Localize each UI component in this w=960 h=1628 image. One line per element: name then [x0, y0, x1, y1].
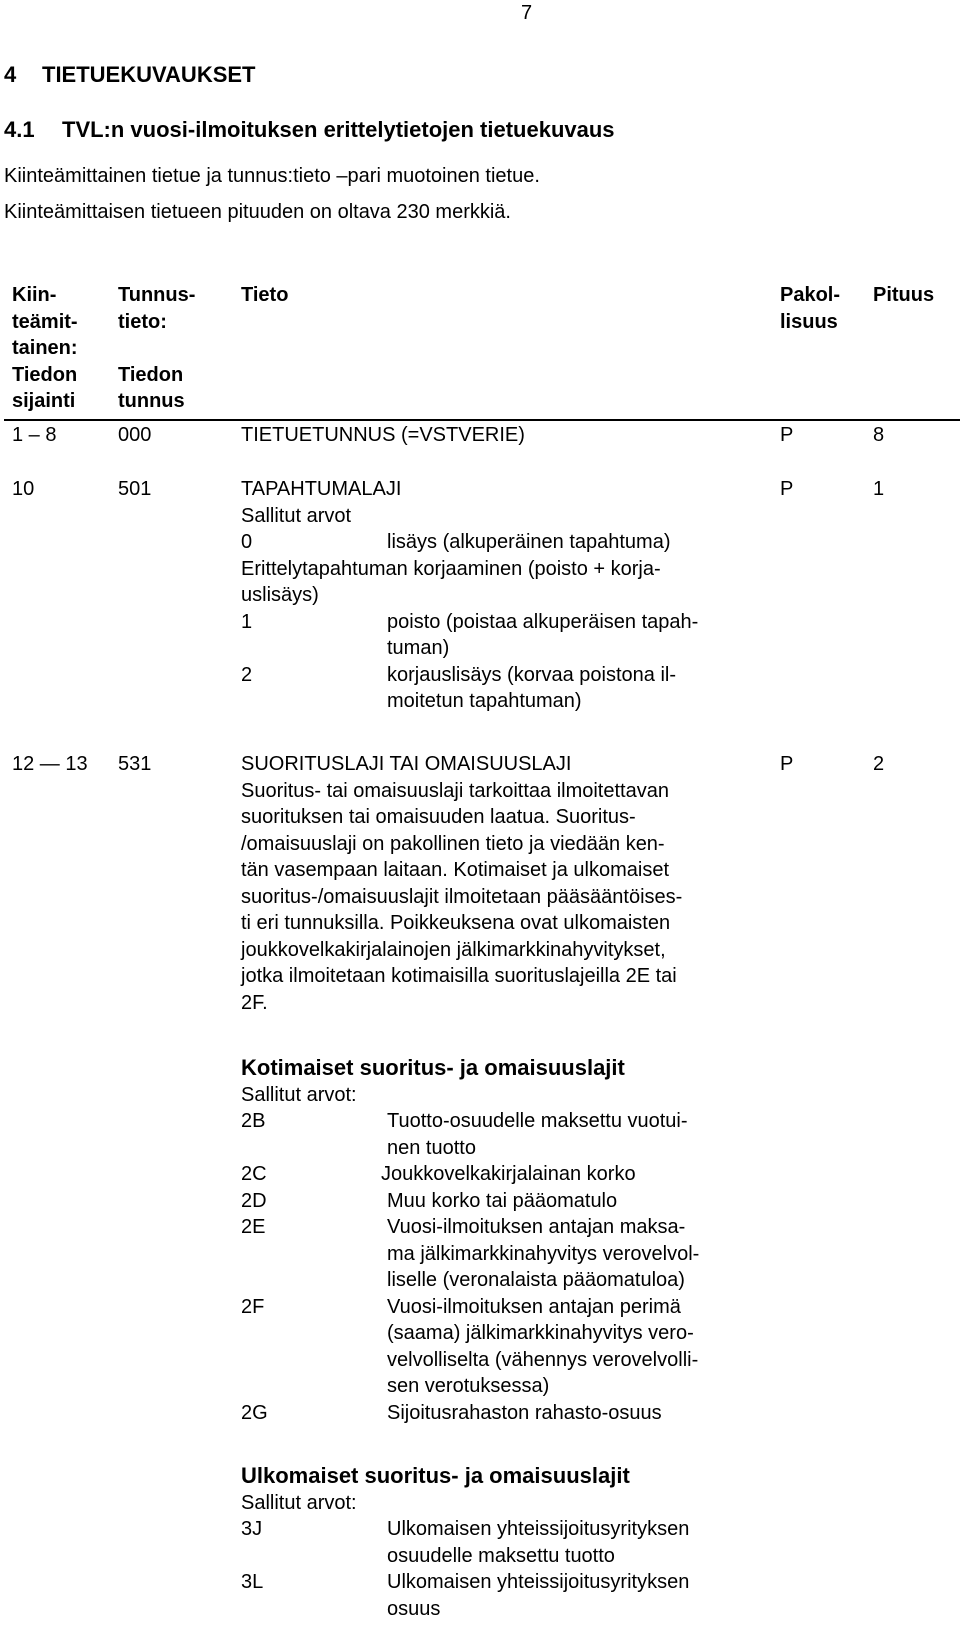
- header-text: Tiedon: [12, 363, 78, 386]
- value-desc: tuman): [387, 637, 450, 659]
- description-line: Suoritus- tai omaisuuslaji tarkoittaa ilmoitettavan: [241, 779, 669, 802]
- description-line: tän vasempaan laitaan. Kotimaiset ja ulkomaiset: [241, 859, 670, 881]
- row-length: 1: [873, 478, 885, 500]
- header-text: teämit-: [12, 310, 78, 333]
- value-desc: korjauslisäys (korvaa poistona il-: [387, 663, 677, 686]
- row-title: SUORITUSLAJI TAI OMAISUUSLAJI: [241, 753, 572, 775]
- row-code: 000: [118, 424, 152, 446]
- row-position: 1 – 8: [12, 424, 57, 446]
- value-desc: liselle (veronalaista pääomatuloa): [387, 1269, 685, 1291]
- allowed-values-label: Sallitut arvot:: [241, 1491, 357, 1514]
- value-item: [241, 1161, 761, 1188]
- section-title: Ulkomaiset suoritus- ja omaisuuslajit: [241, 1463, 630, 1488]
- value-desc: (saama) jälkimarkkinahyvitys vero-: [387, 1322, 694, 1344]
- foreign-section: [241, 1463, 761, 1622]
- value-item: [241, 1400, 761, 1427]
- value-desc: Muu korko tai pääomatulo: [387, 1189, 618, 1212]
- description-line: joukkovelkakirjalainojen jälkimarkkinahyvitykset,: [241, 938, 666, 961]
- header-text: lisuus: [780, 310, 838, 333]
- value-item: [241, 1214, 761, 1294]
- value-item: [241, 1569, 761, 1622]
- header-text: Tiedon: [118, 363, 184, 386]
- heading-2: [4, 117, 615, 144]
- value-code: 2B: [241, 1110, 266, 1132]
- header-text: sijainti: [12, 390, 76, 412]
- row-mandatory: P: [780, 424, 794, 446]
- value-desc: osuus: [387, 1597, 441, 1620]
- value-desc: lisäys (alkuperäinen tapahtuma): [387, 531, 671, 553]
- value-code: 2C: [241, 1163, 267, 1185]
- row-details: [241, 476, 761, 715]
- header-length: Pituus: [873, 284, 935, 306]
- value-desc: ma jälkimarkkinahyvitys verovelvol-: [387, 1242, 700, 1265]
- value-code: 0: [241, 531, 253, 553]
- note-line: uslisäys): [241, 584, 319, 606]
- heading-1: [4, 62, 256, 89]
- row-code: 531: [118, 753, 152, 775]
- row-code: 501: [118, 478, 152, 500]
- header-text: tainen:: [12, 337, 78, 359]
- header-text: Pakol-: [780, 284, 841, 306]
- row-details: [241, 751, 761, 1016]
- heading-1-number: 4: [4, 62, 17, 87]
- header-field: Tieto: [241, 284, 289, 306]
- value-desc: Joukkovelkakirjalainan korko: [381, 1163, 636, 1185]
- value-desc: poisto (poistaa alkuperäisen tapah-: [387, 610, 699, 633]
- value-code: 2E: [241, 1216, 266, 1238]
- value-item: [241, 1188, 761, 1215]
- heading-2-text: TVL:n vuosi-ilmoituksen erittelytietojen tietuekuvaus: [62, 117, 615, 142]
- header-position: [12, 282, 78, 415]
- value-desc: Vuosi-ilmoituksen antajan perimä: [387, 1295, 681, 1318]
- value-desc: Ulkomaisen yhteissijoitusyrityksen: [387, 1571, 690, 1593]
- header-text: Tunnus-: [118, 284, 196, 306]
- intro-line: Kiinteämittainen tietue ja tunnus:tieto –pari muotoinen tietue.: [4, 165, 540, 187]
- description-line: ti eri tunnuksilla. Poikkeuksena ovat ulkomaisten: [241, 912, 671, 934]
- row-length: 8: [873, 424, 885, 446]
- header-text: tieto:: [118, 310, 167, 333]
- row-position: 12 — 13: [12, 753, 88, 775]
- value-item: [241, 1294, 761, 1400]
- page-number: 7: [521, 2, 533, 24]
- value-desc: moitetun tapahtuman): [387, 690, 582, 712]
- row-title: TIETUETUNNUS (=VSTVERIE): [241, 424, 525, 446]
- value-desc: Sijoitusrahaston rahasto-osuus: [387, 1401, 662, 1424]
- value-code: 3L: [241, 1571, 264, 1593]
- value-item: [241, 529, 761, 556]
- heading-1-text: TIETUEKUVAUKSET: [42, 62, 256, 87]
- allowed-values-label: Sallitut arvot: [241, 504, 352, 527]
- header-code: [118, 282, 195, 415]
- header-divider: [4, 419, 960, 421]
- value-desc: nen tuotto: [387, 1136, 476, 1159]
- note-line: Erittelytapahtuman korjaaminen (poisto + korja-: [241, 557, 661, 580]
- header-mandatory: [780, 282, 840, 335]
- value-code: 2F: [241, 1295, 265, 1318]
- value-desc: sen verotuksessa): [387, 1375, 550, 1397]
- section-title: Kotimaiset suoritus- ja omaisuuslajit: [241, 1055, 625, 1080]
- domestic-section: [241, 1055, 761, 1426]
- header-text: tunnus: [118, 390, 185, 412]
- row-title: TAPAHTUMALAJI: [241, 478, 402, 500]
- description-line: /omaisuuslaji on pakollinen tieto ja viedään ken-: [241, 832, 665, 855]
- value-item: [241, 662, 761, 715]
- value-desc: Vuosi-ilmoituksen antajan maksa-: [387, 1216, 686, 1238]
- header-spacer: [118, 335, 195, 362]
- value-desc: osuudelle maksettu tuotto: [387, 1544, 615, 1567]
- value-item: [241, 1516, 761, 1569]
- description-line: 2F.: [241, 991, 268, 1014]
- value-desc: Ulkomaisen yhteissijoitusyrityksen: [387, 1518, 690, 1540]
- header-text: Kiin-: [12, 284, 57, 306]
- value-code: 1: [241, 610, 253, 633]
- value-code: 3J: [241, 1518, 263, 1540]
- value-item: [241, 609, 761, 662]
- row-length: 2: [873, 753, 885, 775]
- description-line: suorituksen tai omaisuuden laatua. Suoritus-: [241, 806, 636, 828]
- description-line: suoritus-/omaisuuslajit ilmoitetaan pääsääntöises-: [241, 885, 683, 908]
- value-desc: Tuotto-osuudelle maksettu vuotui-: [387, 1110, 688, 1132]
- row-position: 10: [12, 478, 35, 500]
- allowed-values-label: Sallitut arvot:: [241, 1083, 357, 1106]
- row-mandatory: P: [780, 478, 794, 500]
- intro-line: Kiinteämittaisen tietueen pituuden on oltava 230 merkkiä.: [4, 201, 511, 223]
- value-code: 2D: [241, 1189, 267, 1212]
- value-code: 2: [241, 663, 253, 686]
- value-desc: velvolliselta (vähennys verovelvolli-: [387, 1348, 699, 1371]
- heading-2-number: 4.1: [4, 117, 35, 142]
- row-mandatory: P: [780, 753, 794, 775]
- value-item: [241, 1108, 761, 1161]
- value-code: 2G: [241, 1401, 268, 1424]
- intro-text: [4, 158, 540, 230]
- description-line: jotka ilmoitetaan kotimaisilla suorituslajeilla 2E tai: [241, 965, 677, 987]
